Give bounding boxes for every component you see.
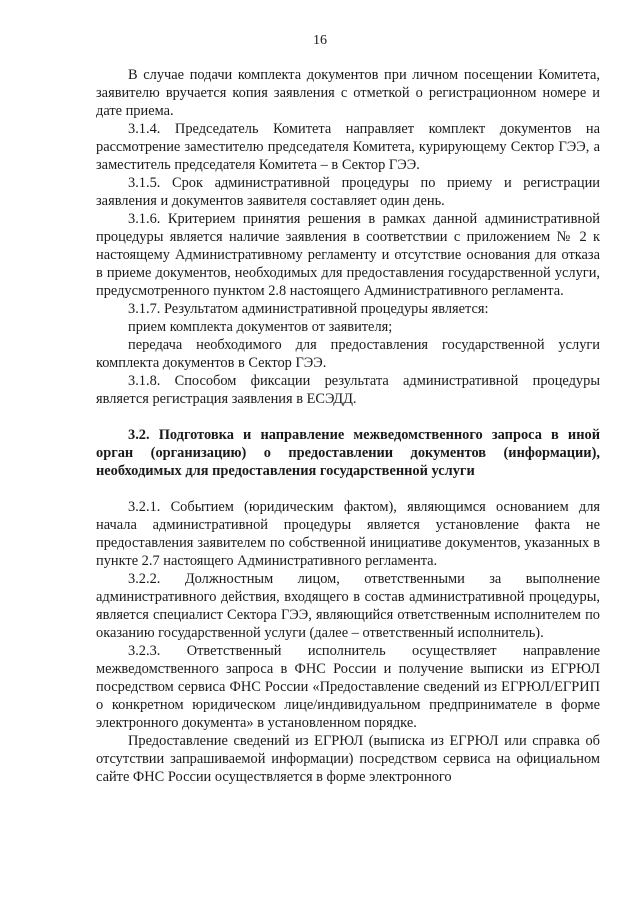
paragraph: В случае подачи комплекта документов при личном посещении Комитета, заявителю вручается копия заявления с отметкой о регистрационном номере и дате приема. [96, 67, 600, 119]
paragraph: Предоставление сведений из ЕГРЮЛ (выписка из ЕГРЮЛ или справка об отсутствии запрашиваемой информации) посредством сервиса на официальном сайте ФНС России осуществляется в форме электронного [96, 733, 600, 785]
paragraph: 3.1.8. Способом фиксации результата административной процедуры является регистрация заявления в ЕСЭДД. [96, 373, 600, 407]
paragraph: 3.2.2. Должностным лицом, ответственными за выполнение административного действия, входящего в состав административной процедуры, является специалист Сектора ГЭЭ, являющийся ответственным исполнителем по оказанию государственной услуги (далее – ответственный исполнитель). [96, 571, 600, 641]
paragraph: 3.1.5. Срок административной процедуры по приему и регистрации заявления и документов заявителя составляет один день. [96, 175, 600, 209]
paragraph: 3.1.4. Председатель Комитета направляет комплект документов на рассмотрение заместителю председателя Комитета, курирующему Сектор ГЭЭ, а заместитель председателя Комитета – в Сектор ГЭЭ. [96, 121, 600, 173]
paragraph: передача необходимого для предоставления государственной услуги комплекта документов в Сектор ГЭЭ. [96, 337, 600, 371]
section-heading: 3.2. Подготовка и направление межведомственного запроса в иной орган (организацию) о предоставлении документов (информации), необходимых для предоставления государственной услуги [96, 427, 600, 479]
paragraph: 3.2.1. Событием (юридическим фактом), являющимся основанием для начала административной процедуры является установление факта не предоставления заявителем по собственной инициативе документов, указанных в пункте 2.7 настоящего Административного регламента. [96, 499, 600, 569]
paragraph: 3.2.3. Ответственный исполнитель осуществляет направление межведомственного запроса в ФНС России и получение выписки из ЕГРЮЛ посредством сервиса ФНС России «Предоставление сведений из ЕГРЮЛ/ЕГРИП о конкретном юридическом лице/индивидуальном предпринимателе в форме электронного документа» в установленном порядке. [96, 643, 600, 731]
paragraph: прием комплекта документов от заявителя; [128, 319, 393, 335]
paragraph: 3.1.7. Результатом административной процедуры является: [128, 301, 489, 317]
document-body [96, 66, 600, 786]
page-number: 16 [313, 33, 327, 48]
paragraph: 3.1.6. Критерием принятия решения в рамках данной административной процедуры является наличие заявления в соответствии с приложением № 2 к настоящему Административному регламенту и отсутствие основания для отказа в приеме документов, необходимых для предоставления государственной услуги, предусмотренного пунктом 2.8 настоящего Административного регламента. [96, 211, 600, 299]
